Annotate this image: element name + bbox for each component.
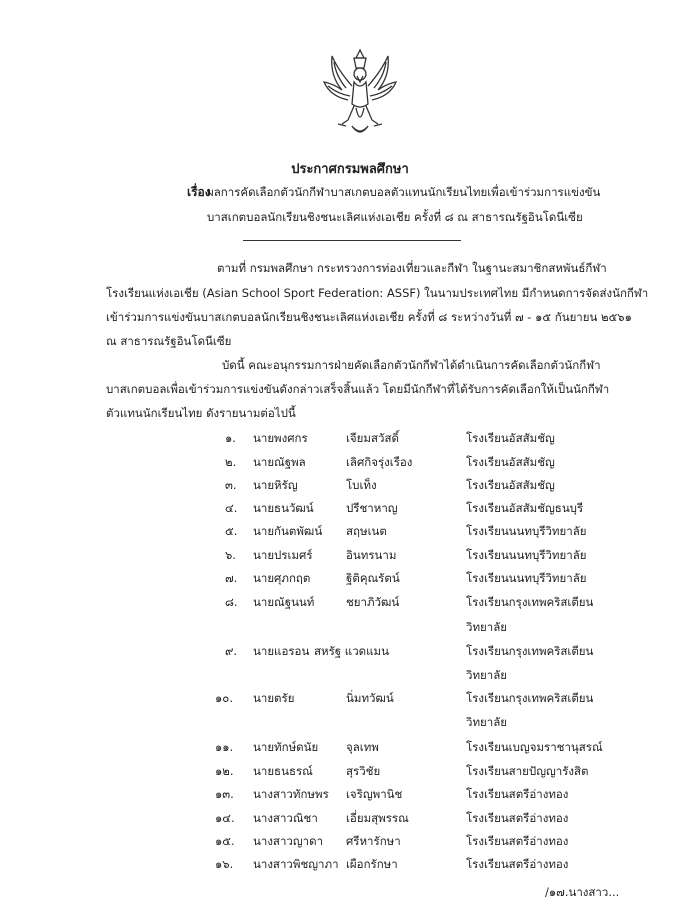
athlete-row [0,833,700,853]
paragraph1-line: ตามที่ กรมพลศึกษา กระทรวงการท่องเที่ยวและกีฬา ในฐานะสมาชิกสหพันธ์กีฬา [217,261,607,275]
athlete-first-name: นายกันตพัฒน์ [253,524,323,538]
athlete-first-name: นายธนธรณ์ [253,764,313,778]
paragraph2-line: ตัวแทนนักเรียนไทย ดังรายนามต่อไปนี้ [106,406,296,420]
athlete-first-name: นายธนวัฒน์ [253,501,314,515]
athlete-row [0,570,700,590]
athlete-first-name: นายตรัย [253,691,295,705]
athlete-last-name: เผือกรักษา [346,857,398,871]
athlete-number: ๓. [225,478,237,492]
athlete-row [0,500,700,520]
athlete-last-name: โบเท็ง [346,478,377,492]
athlete-school: โรงเรียนนนทบุรีวิทยาลัย [466,571,587,585]
athlete-row [0,690,700,710]
athlete-last-name: นิ่มทวัฒน์ [346,691,394,705]
athlete-number: ๔. [225,501,238,515]
athlete-last-name: เจียมสวัสดิ์ [346,431,399,445]
athlete-last-name: อินทรนาม [346,548,397,562]
divider-line [243,240,461,241]
subject-line-2: บาสเกตบอลนักเรียนชิงชนะเลิศแห่งเอเชีย ครั้งที่ ๘ ณ สาธารณรัฐอินโดนีเซีย [207,210,583,224]
subject-label: เรื่อง [187,185,211,199]
athlete-row [0,454,700,474]
athlete-school: โรงเรียนอัสสัมชัญธนบุรี [466,501,584,515]
athlete-first-name: นางสาวทักษพร [253,787,329,801]
athlete-first-name: นางสาวญาดา [253,834,324,848]
athlete-row [0,739,700,759]
athlete-row [0,547,700,567]
athlete-last-name: เจริญพานิช [346,787,403,801]
athlete-school: โรงเรียนอัสสัมชัญ [466,431,555,445]
athlete-last-name: ฐิติคุณรัตน์ [346,571,400,585]
athlete-number: ๑๕. [215,834,235,848]
athlete-school: โรงเรียนสายปัญญารังสิต [466,764,589,778]
athlete-number: ๑๒. [215,764,234,778]
athlete-row [0,810,700,830]
athlete-number: ๑๓. [215,787,234,801]
athlete-school: โรงเรียนกรุงเทพคริสเตียน [466,595,594,609]
document-title: ประกาศกรมพลศึกษา [291,162,409,177]
paragraph1-line: โรงเรียนแห่งเอเชีย (Asian School Sport Federation: ASSF) ในนามประเทศไทย มีกำหนดการจัดส่งนักกีฬา [106,286,649,300]
athlete-number: ๑๔. [215,811,235,825]
athlete-school: โรงเรียนอัสสัมชัญ [466,478,555,492]
athlete-first-name: นายศุภกฤต [253,571,311,585]
athlete-number: ๗. [225,571,238,585]
athlete-school: โรงเรียนสตรีอ่างทอง [466,787,569,801]
subject-line-1: ผลการคัดเลือกตัวนักกีฬาบาสเกตบอลตัวแทนนักเรียนไทยเพื่อเข้าร่วมการแข่งขัน [207,185,601,199]
athlete-last-name: จุลเทพ [346,740,379,754]
athlete-school: โรงเรียนกรุงเทพคริสเตียน [466,691,594,705]
athlete-school-continuation: วิทยาลัย [466,715,508,729]
athlete-last-name: สุรวิชัย [346,764,381,778]
paragraph2-line: บาสเกตบอลเพื่อเข้าร่วมการแข่งขันดังกล่าวเสร็จสิ้นแล้ว โดยมีนักกีฬาที่ได้รับการคัดเลือกให้เป็นนักกีฬา [106,382,610,396]
athlete-last-name: สหรัฐ แวดแมน [314,644,389,658]
athlete-number: ๑. [225,431,236,445]
athlete-school: โรงเรียนกรุงเทพคริสเตียน [466,644,594,658]
athlete-number: ๘. [225,595,238,609]
athlete-first-name: นายณัฐนนท์ [253,595,315,609]
athlete-school: โรงเรียนสตรีอ่างทอง [466,857,569,871]
athlete-row [0,430,700,450]
athlete-first-name: นายแอรอน [253,644,310,658]
athlete-row [0,643,700,663]
athlete-number: ๑๖. [215,857,234,871]
athlete-school-continuation: วิทยาลัย [466,620,508,634]
athlete-number: ๑๑. [215,740,234,754]
athlete-first-name: นายปรเมศร์ [253,548,313,562]
garuda-emblem-icon [312,46,408,142]
paragraph2-line: บัดนี้ คณะอนุกรรมการฝ่ายคัดเลือกตัวนักกีฬาได้ดำเนินการคัดเลือกตัวนักกีฬา [222,358,601,372]
athlete-last-name: เลิศกิจรุ่งเรือง [346,455,413,469]
athlete-first-name: นางสาวพิชญาภา [253,857,339,871]
athlete-first-name: นายหิรัญ [253,478,298,492]
athlete-number: ๙. [225,644,238,658]
athlete-number: ๖. [225,548,236,562]
paragraph1-line: ณ สาธารณรัฐอินโดนีเซีย [106,334,232,348]
athlete-first-name: นางสาวณิชา [253,811,318,825]
athlete-last-name: ชยาภิวัฒน์ [346,595,400,609]
athlete-last-name: ศรีหารักษา [346,834,401,848]
athlete-last-name: ปรีชาหาญ [346,501,398,515]
athlete-school: โรงเรียนนนทบุรีวิทยาลัย [466,548,587,562]
athlete-first-name: นายพงศกร [253,431,308,445]
athlete-school: โรงเรียนนนทบุรีวิทยาลัย [466,524,587,538]
athlete-row [0,763,700,783]
athlete-row [0,477,700,497]
athlete-row [0,786,700,806]
page-continuation-note: /๑๗.นางสาว... [545,885,620,899]
athlete-row [0,594,700,614]
athlete-row [0,856,700,876]
athlete-school: โรงเรียนเบญจมราชานุสรณ์ [466,740,603,754]
athlete-first-name: นายทักษ์ดนัย [253,740,319,754]
paragraph1-line: เข้าร่วมการแข่งขันบาสเกตบอลนักเรียนชิงชนะเลิศแห่งเอเชีย ครั้งที่ ๘ ระหว่างวันที่ ๗ - ๑๕ กันยายน ๒๕๖๑ [106,310,632,324]
athlete-number: ๕. [225,524,238,538]
athlete-school: โรงเรียนสตรีอ่างทอง [466,834,569,848]
athlete-last-name: เอี่ยมสุพรรณ [346,811,409,825]
athlete-row [0,523,700,543]
athlete-number: ๑๐. [215,691,233,705]
athlete-last-name: สฤษเนต [346,524,387,538]
athlete-school: โรงเรียนอัสสัมชัญ [466,455,555,469]
athlete-first-name: นายณัฐพล [253,455,306,469]
athlete-school-continuation: วิทยาลัย [466,668,508,682]
athlete-school: โรงเรียนสตรีอ่างทอง [466,811,569,825]
athlete-number: ๒. [225,455,237,469]
